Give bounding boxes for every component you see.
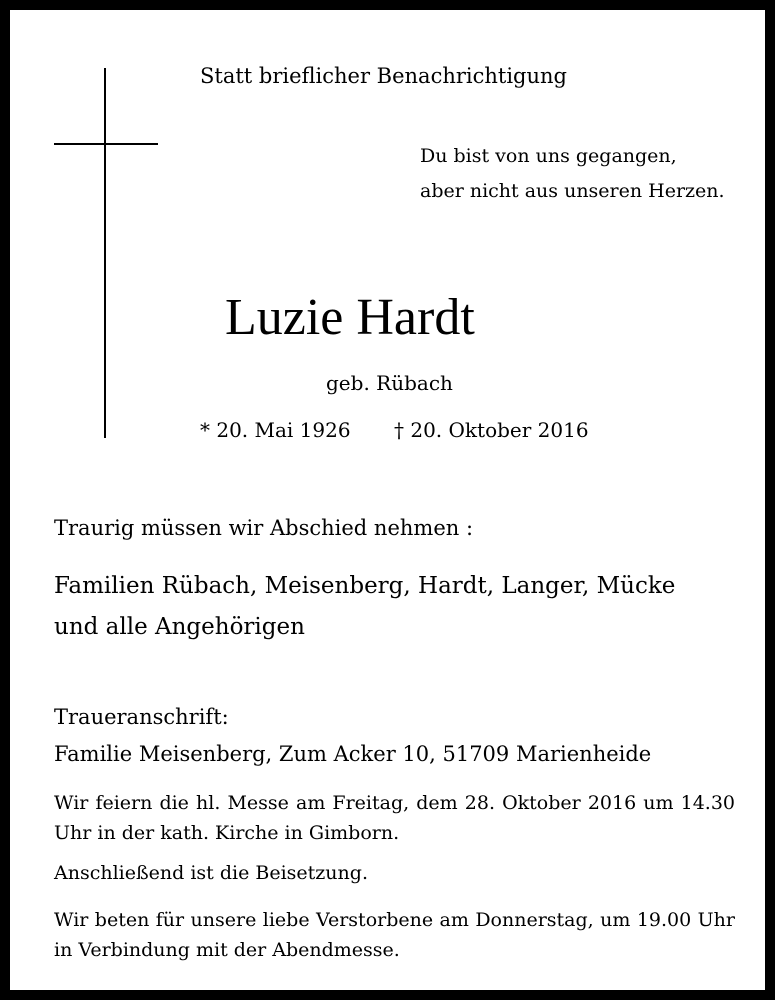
deceased-name: Luzie Hardt bbox=[225, 289, 475, 346]
address-label: Traueranschrift: bbox=[54, 705, 229, 729]
maiden-name: geb. Rübach bbox=[326, 371, 453, 395]
prayer-paragraph: Wir beten für unsere liebe Verstorbene am Donnerstag, um 19.00 Uhr in Verbindung mit der Abendmesse. bbox=[54, 909, 735, 961]
birth-date: * 20. Mai 1926 bbox=[200, 418, 351, 442]
mourning-intro: Traurig müssen wir Abschied nehmen : bbox=[54, 516, 474, 540]
mourners-line-2: und alle Angehörigen bbox=[54, 614, 305, 640]
verse-line-1: Du bist von uns gegangen, bbox=[420, 145, 677, 167]
mourners-line-1: Familien Rübach, Meisenberg, Hardt, Langer, Mücke bbox=[54, 573, 676, 599]
cross-vertical-bar bbox=[104, 68, 106, 438]
notice-header: Statt brieflicher Benachrichtigung bbox=[200, 64, 567, 88]
mourning-address: Familie Meisenberg, Zum Acker 10, 51709 Marienheide bbox=[54, 742, 652, 766]
death-date: † 20. Oktober 2016 bbox=[394, 418, 589, 442]
burial-paragraph: Anschließend ist die Beisetzung. bbox=[54, 862, 368, 884]
mass-paragraph: Wir feiern die hl. Messe am Freitag, dem 28. Oktober 2016 um 14.30 Uhr in der kath. Kirche in Gimborn. bbox=[54, 792, 735, 844]
cross-horizontal-bar bbox=[54, 143, 158, 145]
verse-line-2: aber nicht aus unseren Herzen. bbox=[420, 180, 725, 202]
